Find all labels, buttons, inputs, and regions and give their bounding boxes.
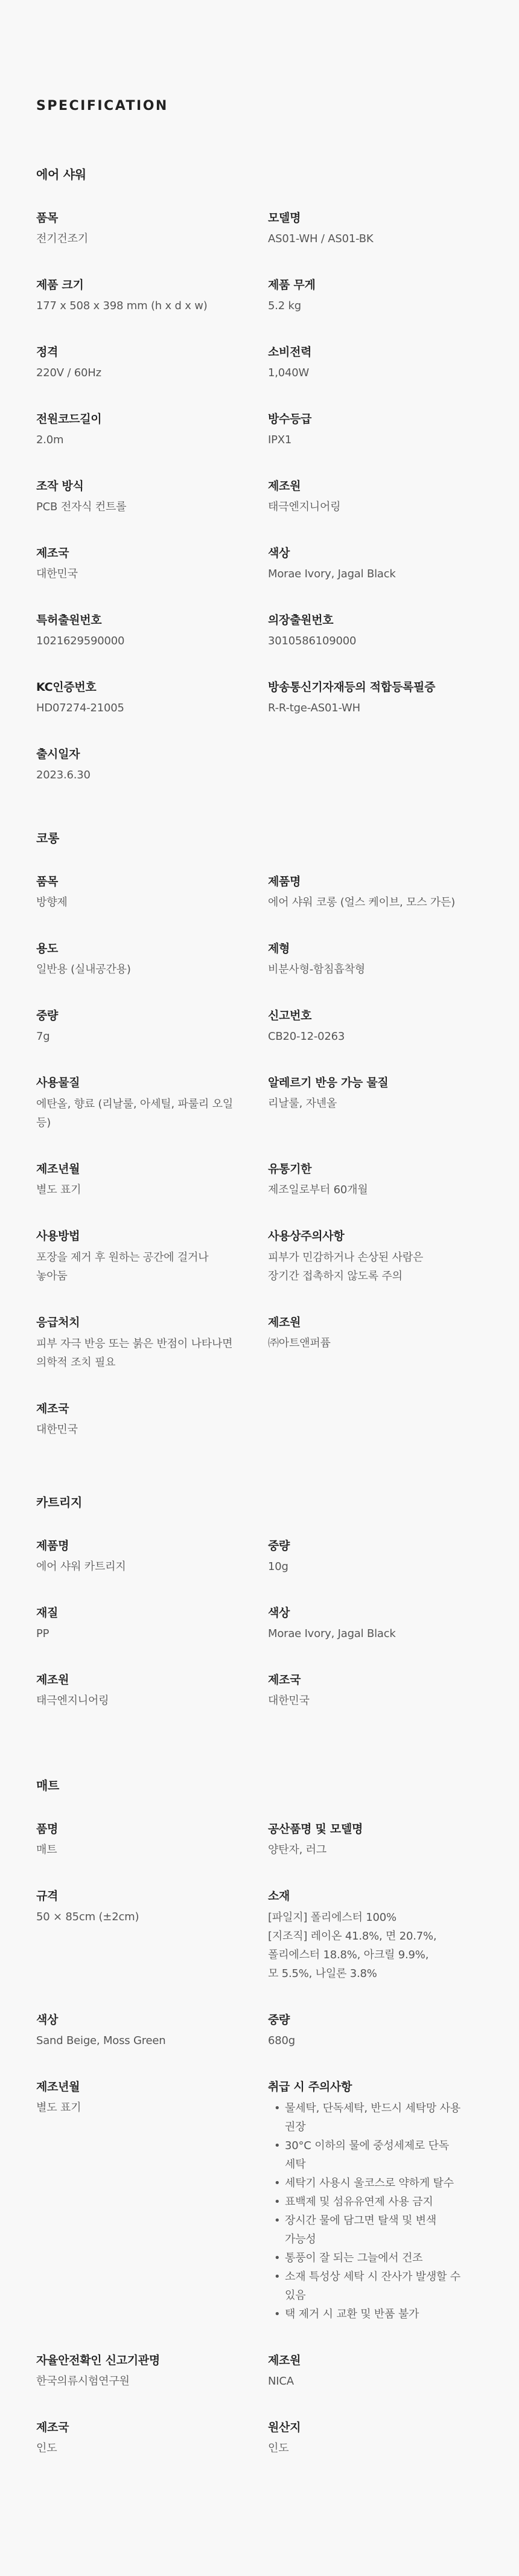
care-note-line: • 장시간 물에 담그면 탈색 및 변색 [285, 2214, 437, 2227]
spec-value-line: 에탄올, 향료 (리날룰, 아세틸, 파룰리 오일 [36, 1098, 234, 1110]
spec-label: 규격 [36, 1889, 59, 1903]
spec-label: 정격 [36, 345, 59, 359]
spec-label: 제조년월 [36, 2080, 80, 2094]
spec-item [36, 478, 268, 516]
spec-value-line: 일반용 (실내공간용) [36, 963, 131, 976]
spec-label: 제조국 [268, 1673, 301, 1687]
spec-value [268, 1841, 483, 1859]
spec-item [36, 1401, 268, 1439]
care-note-line: • 통풍이 잘 되는 그늘에서 건조 [285, 2252, 423, 2264]
spec-value-line: 포장을 제거 후 원하는 공간에 걸거나 [36, 1251, 209, 1264]
section-cologne [36, 828, 483, 1468]
spec-grid [36, 1821, 483, 2487]
spec-value-line: 매트 [36, 1844, 57, 1856]
spec-label: 색상 [268, 1606, 290, 1620]
spec-value [268, 364, 483, 382]
spec-item [268, 277, 483, 315]
spec-label: 자율안전확인 신고기관명 [36, 2354, 160, 2367]
spec-item [268, 1605, 483, 1643]
spec-value-line: 에어 샤워 코롱 (얼스 케이브, 모스 가든) [268, 896, 456, 909]
spec-label: 품명 [36, 1822, 59, 1836]
spec-value-line: 별도 표기 [36, 1184, 81, 1196]
spec-label: 방수등급 [268, 412, 312, 426]
spec-value-line: 177 x 508 x 398 mm (h x d x w) [36, 300, 208, 312]
spec-label: 모델명 [268, 211, 301, 225]
spec-value [36, 1625, 268, 1643]
spec-value [268, 1095, 483, 1113]
spec-value-line: 대한민국 [36, 1423, 78, 1436]
spec-item [36, 1888, 268, 1983]
spec-value-line: 2023.6.30 [36, 769, 91, 781]
spec-item [268, 1075, 483, 1132]
spec-value-line: 에어 샤워 카트리지 [36, 1560, 126, 1573]
spec-value-line: [파일지] 폴리에스터 100% [268, 1911, 396, 1924]
spec-value [268, 894, 483, 912]
spec-value [36, 766, 268, 784]
spec-value [268, 2032, 483, 2050]
spec-label: 의장출원번호 [268, 614, 334, 627]
spec-value-line: NICA [268, 2375, 294, 2388]
spec-label: 중량 [36, 1009, 59, 1022]
care-note-item [268, 2267, 483, 2305]
spec-value [268, 632, 483, 650]
spec-item [268, 1008, 483, 1046]
care-note-item [268, 2099, 483, 2136]
spec-item [36, 1161, 268, 1199]
page-title: SPECIFICATION [36, 98, 168, 114]
spec-label: 제품 무게 [268, 278, 316, 292]
spec-label: 출시일자 [36, 748, 80, 761]
care-note-line: • 소재 특성상 세탁 시 잔사가 발생할 수 [285, 2270, 460, 2283]
spec-value [36, 297, 268, 315]
spec-value [268, 1558, 483, 1576]
spec-value-line: 10g [268, 1560, 288, 1573]
spec-label: 방송통신기자재등의 적합등록필증 [268, 681, 436, 694]
spec-value-line: 제조일로부터 60개월 [268, 1184, 368, 1196]
spec-item [268, 874, 483, 912]
spec-item [36, 1008, 268, 1046]
spec-value-line: 피부가 민감하거나 손상된 사람은 [268, 1251, 424, 1264]
section-title: 매트 [36, 1778, 60, 1793]
spec-value [268, 565, 483, 583]
spec-item [268, 344, 483, 382]
spec-item [268, 2012, 483, 2050]
spec-item [268, 478, 483, 516]
care-note-item [268, 2193, 483, 2211]
spec-label: 전원코드길이 [36, 412, 102, 426]
spec-item [268, 1672, 483, 1710]
spec-item [268, 679, 483, 717]
spec-value [36, 1028, 268, 1046]
spec-value-line: 등) [36, 1117, 51, 1129]
spec-value-line: 7g [36, 1030, 50, 1043]
spec-value [268, 1028, 483, 1046]
spec-value [268, 699, 483, 717]
spec-label: 소재 [268, 1889, 290, 1903]
spec-value-line: 인도 [36, 2442, 57, 2455]
spec-value-line: 5.2 kg [268, 300, 301, 312]
spec-value [268, 1181, 483, 1199]
spec-item [36, 2012, 268, 2050]
spec-value-line: 50 × 85cm (±2cm) [36, 1911, 139, 1923]
spec-value-line: 의학적 조치 필요 [36, 1356, 116, 1369]
spec-value [36, 1908, 268, 1926]
spec-value-line: 피부 자극 반응 또는 붉은 반점이 나타나면 [36, 1338, 233, 1350]
spec-value-line: R-R-tge-AS01-WH [268, 702, 360, 714]
spec-value [36, 1421, 268, 1439]
spec-value-line: 비분사형-함침흡착형 [268, 963, 365, 976]
spec-item [36, 612, 268, 650]
spec-value-line: 대한민국 [36, 568, 78, 580]
spec-value [268, 1334, 483, 1353]
spec-label: 용도 [36, 942, 59, 955]
section-title: 카트리지 [36, 1495, 83, 1510]
spec-value-line: 3010586109000 [268, 635, 357, 647]
care-notes-list [268, 2099, 483, 2324]
spec-value [268, 1248, 483, 1286]
spec-item [268, 210, 483, 248]
spec-item [36, 2353, 268, 2391]
spec-value-line: 2.0m [36, 434, 64, 446]
section-cartridge [36, 1493, 483, 1739]
spec-value-line: 전기건조기 [36, 232, 88, 245]
spec-item [36, 344, 268, 382]
spec-value-line: ㈜아트앤퍼퓸 [268, 1337, 331, 1350]
spec-label: 특허출원번호 [36, 614, 102, 627]
spec-value [36, 1248, 268, 1286]
spec-item [268, 941, 483, 979]
spec-label: 제조원 [268, 2354, 301, 2367]
spec-item [268, 1888, 483, 1983]
spec-value [268, 1692, 483, 1710]
spec-item [36, 2420, 268, 2458]
spec-label: KC인증번호 [36, 681, 97, 694]
spec-value-line: 별도 표기 [36, 2101, 81, 2114]
section-title: 코롱 [36, 831, 60, 845]
spec-value [36, 2373, 268, 2391]
spec-label: 소비전력 [268, 345, 312, 359]
spec-value-line: AS01-WH / AS01-BK [268, 232, 374, 245]
spec-value-line: 1021629590000 [36, 635, 125, 647]
spec-item [268, 1821, 483, 1859]
spec-item [36, 277, 268, 315]
spec-value-line: 리날룰, 자넨올 [268, 1097, 337, 1110]
spec-value-line: 한국의류시험연구원 [36, 2375, 130, 2388]
spec-label: 제품 크기 [36, 278, 84, 292]
spec-label: 제품명 [36, 1539, 69, 1552]
spec-value [36, 2099, 268, 2117]
spec-value-line: 220V / 60Hz [36, 367, 101, 379]
spec-value [36, 565, 268, 583]
spec-label: 재질 [36, 1606, 59, 1620]
spec-value-line: 폴리에스터 18.8%, 아크릴 9.9%, [268, 1949, 429, 1961]
spec-label: 공산품명 및 모델명 [268, 1822, 363, 1836]
spec-label: 응급처치 [36, 1316, 80, 1329]
spec-label: 제품명 [268, 875, 301, 888]
spec-label: 제조원 [268, 1316, 301, 1329]
spec-value [268, 498, 483, 516]
spec-value-line: 놓아둠 [36, 1270, 68, 1283]
spec-label: 알레르기 반응 가능 물질 [268, 1076, 389, 1089]
spec-label: 사용물질 [36, 1076, 80, 1089]
spec-label: 조작 방식 [36, 479, 84, 493]
care-note-line: 있음 [285, 2289, 306, 2302]
spec-item [36, 746, 268, 784]
spec-item [36, 1605, 268, 1643]
section-air-shower [36, 165, 483, 813]
spec-value-line: 인도 [268, 2442, 289, 2455]
spec-value [36, 2440, 268, 2458]
spec-grid [36, 210, 483, 813]
spec-item [36, 411, 268, 449]
spec-label: 사용상주의사항 [268, 1229, 345, 1243]
care-note-item [268, 2211, 483, 2249]
spec-item [36, 545, 268, 583]
spec-label: 제조원 [36, 1673, 69, 1687]
spec-label: 중량 [268, 1539, 290, 1552]
spec-value [36, 1558, 268, 1576]
spec-label: 유통기한 [268, 1162, 312, 1176]
spec-item [36, 1315, 268, 1372]
spec-label: 제조국 [36, 2421, 69, 2434]
spec-value-line: Morae Ivory, Jagal Black [268, 568, 396, 580]
care-note-line: 세탁 [285, 2158, 306, 2171]
spec-label: 품목 [36, 211, 59, 225]
care-note-line: 권장 [285, 2121, 306, 2133]
spec-item [36, 679, 268, 717]
spec-item [36, 874, 268, 912]
care-note-item [268, 2136, 483, 2174]
spec-value-line: 1,040W [268, 367, 310, 379]
spec-value-line: 680g [268, 2034, 295, 2047]
spec-value-line: [지조직] 레이온 41.8%, 면 20.7%, [268, 1930, 437, 1943]
spec-value [36, 431, 268, 449]
care-note-line: • 물세탁, 단독세탁, 반드시 세탁망 사용 [285, 2102, 460, 2115]
spec-label: 사용방법 [36, 1229, 80, 1243]
spec-item [36, 941, 268, 979]
spec-value-line: IPX1 [268, 434, 292, 446]
spec-value [268, 1908, 483, 1983]
spec-item [268, 545, 483, 583]
spec-value-line: 방향제 [36, 896, 68, 909]
care-note-line: • 택 제거 시 교환 및 반품 불가 [285, 2308, 419, 2321]
spec-label: 색상 [268, 546, 290, 560]
spec-item [268, 411, 483, 449]
spec-value [268, 961, 483, 979]
spec-value-line: 대한민국 [268, 1694, 310, 1707]
spec-value [36, 1692, 268, 1710]
spec-label: 색상 [36, 2013, 59, 2027]
care-note-item [268, 2174, 483, 2193]
spec-value-line: 장기간 접촉하지 않도록 주의 [268, 1270, 403, 1283]
spec-item [268, 1538, 483, 1576]
spec-value-line: Morae Ivory, Jagal Black [268, 1627, 396, 1640]
spec-value-line: PCB 전자식 컨트롤 [36, 501, 127, 513]
spec-value [268, 2440, 483, 2458]
spec-label: 취급 시 주의사항 [268, 2080, 352, 2094]
spec-value [36, 699, 268, 717]
spec-label: 제조년월 [36, 1162, 80, 1176]
spec-item [268, 2420, 483, 2458]
spec-value-line: 양탄자, 러그 [268, 1844, 326, 1856]
spec-value-line: 태극엔지니어링 [36, 1694, 109, 1707]
spec-grid [36, 874, 483, 1468]
spec-item [36, 1075, 268, 1132]
spec-value-line: PP [36, 1627, 49, 1640]
spec-item [268, 1228, 483, 1286]
care-note-item [268, 2249, 483, 2267]
spec-value [36, 1841, 268, 1859]
spec-value-line: 모 5.5%, 나일론 3.8% [268, 1967, 377, 1980]
spec-label: 신고번호 [268, 1009, 312, 1022]
spec-item [268, 2353, 483, 2391]
spec-value-line: CB20-12-0263 [268, 1030, 345, 1043]
spec-label: 제조국 [36, 546, 69, 560]
section-mat [36, 1776, 483, 2487]
spec-label: 중량 [268, 2013, 290, 2027]
section-title: 에어 샤워 [36, 167, 86, 182]
spec-value [36, 961, 268, 979]
care-note-item [268, 2305, 483, 2324]
spec-value-line: Sand Beige, Moss Green [36, 2034, 166, 2047]
spec-item [36, 1228, 268, 1286]
spec-item [268, 612, 483, 650]
spec-value [36, 1095, 268, 1132]
spec-value [36, 632, 268, 650]
spec-item [36, 1672, 268, 1710]
spec-label: 제형 [268, 942, 290, 955]
spec-item [268, 1161, 483, 1199]
spec-item [268, 2079, 483, 2324]
care-note-line: • 30°C 이하의 물에 중성세제로 단독 [285, 2139, 450, 2152]
spec-value [36, 1334, 268, 1372]
spec-value-line: HD07274-21005 [36, 702, 124, 714]
spec-item [36, 1821, 268, 1859]
spec-item [36, 1538, 268, 1576]
spec-item [36, 2079, 268, 2324]
spec-item [36, 210, 268, 248]
spec-value [36, 2032, 268, 2050]
spec-value [36, 1181, 268, 1199]
spec-value [268, 230, 483, 248]
spec-label: 제조국 [36, 1402, 69, 1415]
spec-value [36, 894, 268, 912]
spec-value [36, 364, 268, 382]
spec-value [36, 230, 268, 248]
care-note-line: 가능성 [285, 2233, 316, 2246]
spec-value [36, 498, 268, 516]
spec-grid [36, 1538, 483, 1739]
spec-value-line: 태극엔지니어링 [268, 501, 341, 513]
spec-label: 제조원 [268, 479, 301, 493]
spec-label: 품목 [36, 875, 59, 888]
spec-item [268, 1315, 483, 1372]
spec-value [268, 297, 483, 315]
care-note-line: • 세탁기 사용시 울코스로 약하게 탈수 [285, 2177, 454, 2190]
spec-value [268, 1625, 483, 1643]
care-note-line: • 표백제 및 섬유유연제 사용 금지 [285, 2196, 433, 2208]
spec-value [268, 431, 483, 449]
spec-value [268, 2373, 483, 2391]
spec-label: 원산지 [268, 2421, 301, 2434]
